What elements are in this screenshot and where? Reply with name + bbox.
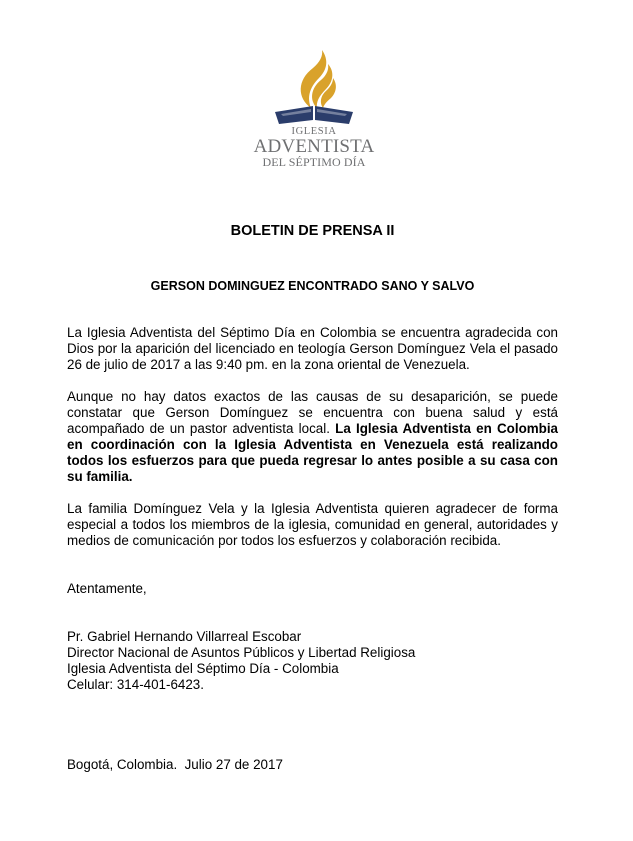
paragraph-3: La familia Domínguez Vela y la Iglesia Adventista quieren agradecer de forma especial a todos los miembros de la iglesia, comunidad en general, autoridades y medios de comunicación por todos los esfuerzos y colaboración recibida. — [67, 501, 558, 548]
church-logo — [253, 48, 375, 176]
closing-salutation: Atentamente, — [67, 581, 147, 596]
logo-text-line3: DEL SÉPTIMO DÍA — [262, 155, 366, 169]
logo-text-line1: IGLESIA — [291, 126, 337, 137]
signature-phone: Celular: 314-401-6423. — [67, 677, 204, 692]
signature-position: Director Nacional de Asuntos Públicos y Libertad Religiosa — [67, 645, 416, 660]
paragraph-1: La Iglesia Adventista del Séptimo Día en Colombia se encuentra agradecida con Dios por la aparición del licenciado en teología Gerson Domínguez Vela el pasado 26 de julio de 2017 a las 9:40 pm. en la zona oriental de Venezuela. — [67, 325, 558, 372]
document-subtitle: GERSON DOMINGUEZ ENCONTRADO SANO Y SALVO — [150, 279, 475, 293]
signature-organization: Iglesia Adventista del Séptimo Día - Colombia — [67, 661, 339, 676]
signature-name: Pr. Gabriel Hernando Villarreal Escobar — [67, 629, 302, 644]
dateline: Bogotá, Colombia. Julio 27 de 2017 — [67, 757, 283, 772]
document-title: BOLETIN DE PRENSA II — [230, 223, 395, 239]
paragraph-2-bold-text: La Iglesia Adventista en Colombia en coordinación con la Iglesia Adventista en Venezuela está realizando todos los esfuerzos para que pueda regresar lo antes posible a su casa con su familia. — [67, 421, 558, 484]
logo-text-line2: ADVENTISTA — [253, 136, 375, 157]
flame-book-icon — [253, 48, 375, 128]
paragraph-2 — [67, 389, 558, 485]
paragraph-2-text: Aunque no hay datos exactos de las causas de su desaparición, se puede constatar que Gerson Domínguez se encuentra con buena salud y está acompañado de un pastor adventista local. — [67, 389, 558, 436]
